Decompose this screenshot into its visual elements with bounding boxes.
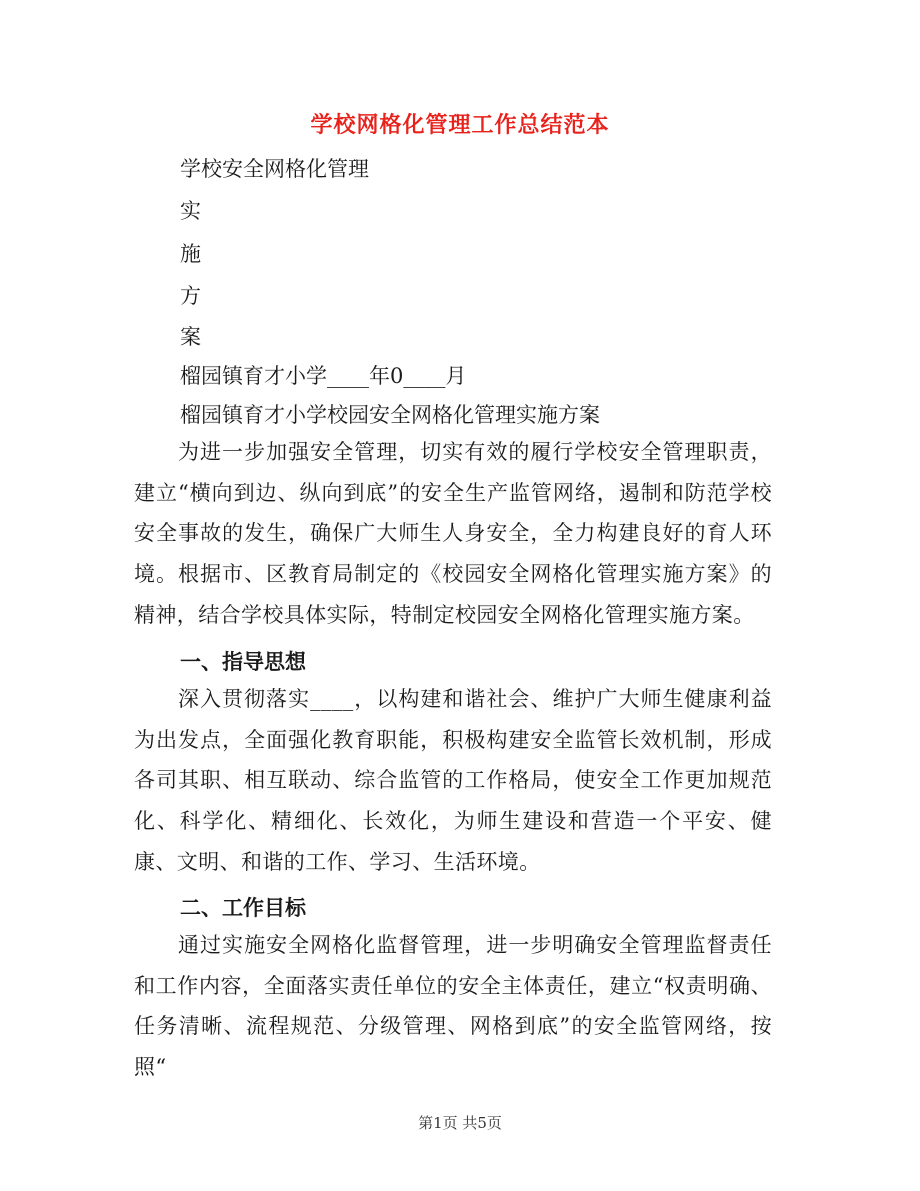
section-paragraph: 深入贯彻落实____，以构建和谐社会、维护广大师生健康利益为出发点，全面强化教育职能，积极构建安全监管长效机制，形成各司其职、相互联动、综合监管的工作格局，使安全工作更加规范化、科学化、精细化、长效化，为师生建设和营造一个平安、健康、文明、和谐的工作、学习、生活环境。	[134, 687, 772, 874]
plan-subtitle: 榴园镇育才小学校园安全网格化管理实施方案	[180, 403, 600, 427]
section-heading: 二、工作目标	[180, 896, 306, 920]
cover-char: 方	[180, 284, 201, 308]
document-title: 学校网格化管理工作总结范本	[310, 113, 610, 138]
section-heading: 一、指导思想	[180, 650, 306, 674]
cover-line: 学校安全网格化管理	[180, 157, 369, 181]
date-line: 榴园镇育才小学____年0____月	[180, 364, 467, 388]
section-paragraph: 通过实施安全网格化监督管理，进一步明确安全管理监督责任和工作内容，全面落实责任单位的安全主体责任，建立“权责明确、任务清晰、流程规范、分级管理、网格到底”的安全监管网络，按照“	[134, 933, 772, 1080]
page-footer: 第1页 共5页	[418, 1114, 502, 1132]
cover-char: 施	[180, 242, 201, 266]
cover-char: 案	[180, 325, 201, 349]
cover-char: 实	[180, 199, 201, 223]
intro-paragraph: 为进一步加强安全管理，切实有效的履行学校安全管理职责，建立“横向到边、纵向到底”的安全生产监管网络，遏制和防范学校安全事故的发生，确保广大师生人身安全，全力构建良好的育人环境。根据市、区教育局制定的《校园安全网格化管理实施方案》的精神，结合学校具体实际，特制定校园安全网格化管理实施方案。	[134, 440, 772, 627]
